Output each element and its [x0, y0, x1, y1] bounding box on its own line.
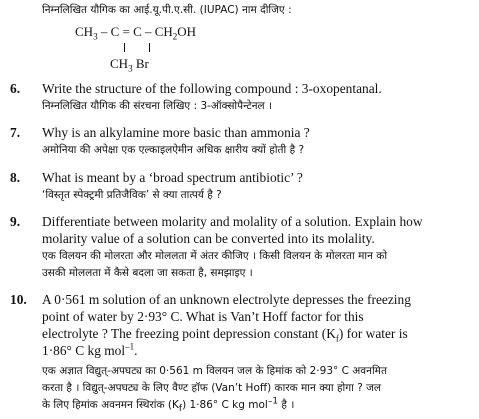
bond-line-left — [124, 43, 125, 52]
q10-english-line-4: 1·86° C kg mol$^{-1}$. — [42, 341, 138, 358]
q6-hindi-line: निम्नलिखित यौगिक की संरचना लिखिए : 3-ऑक्सोपैन्टेनल । — [42, 100, 272, 112]
q10-english-line-3: electrolyte ? The freezing point depression constant $(K_f)$ for water is — [42, 326, 408, 344]
q7-english-line: Why is an alkylamine more basic than ammonia ? — [42, 125, 310, 140]
q10-english-line-1: A 0·561 m solution of an unknown electrolyte depresses the freezing — [42, 292, 411, 307]
question-number-6: 6. — [10, 81, 21, 96]
q9-english-line-2: molarity value of a solution can be converted into its molality. — [42, 231, 375, 246]
q5-structural-formula: $CH_3 - C = C - CH_2OH$ — [75, 24, 197, 42]
formula-chain: – C = C – CH — [97, 24, 173, 39]
bond-line-right — [149, 43, 150, 52]
formula-oh: OH — [177, 24, 197, 39]
q5-hindi-text: निम्नलिखित यौगिक का आई.यू.पी.ए.सी. (IUPAC) नाम दीजिए : — [42, 4, 292, 16]
q10-hindi-line-3: के लिए हिमांक अवनमन स्थिरांक $(K_f)$ 1·86° C kg mol$^{-1}$ है । — [42, 396, 295, 415]
q9-hindi-line-1: एक विलयन की मोलरता और मोललता में अंतर कीजिए । किसी विलयन के मोलरता मान को — [42, 250, 388, 262]
question-number-8: 8. — [10, 170, 21, 185]
q9-hindi-line-2: उसकी मोललता में कैसे बदला जा सकता है, समझाइए । — [42, 267, 253, 279]
branch-br: Br — [135, 56, 149, 71]
branch-ch3: CH — [110, 56, 129, 71]
question-number-10: 10. — [10, 292, 27, 307]
q10-hindi-line-2: करता है । विद्युत्-अपघट्य के लिए वैण्ट हॉफ (Van’t Hoff) कारक मान क्या होगा ? जल — [42, 382, 382, 394]
q9-english-line-1: Differentiate between molarity and molality of a solution. Explain how — [42, 214, 423, 229]
q6-english-line: Write the structure of the following compound : 3-oxopentanal. — [42, 81, 382, 96]
q5-branch-groups: $CH_3$ Br — [110, 56, 149, 74]
question-number-7: 7. — [10, 125, 21, 140]
q8-hindi-line: ‘विस्तृत स्पेक्ट्रमी प्रतिजैविक’ से क्या तात्पर्य है ? — [42, 189, 222, 201]
question-number-9: 9. — [10, 214, 21, 229]
q8-english-line: What is meant by a ‘broad spectrum antibiotic’ ? — [42, 170, 303, 185]
q10-hindi-line-1: एक अज्ञात विद्युत्-अपघट्य का 0·561 m विलयन जल के हिमांक को 2·93° C अवनमित — [42, 365, 387, 377]
q7-hindi-line: अमोनिया की अपेक्षा एक एल्काइलऐमीन अधिक क्षारीय क्यों होती है ? — [42, 144, 305, 156]
q10-english-line-2: point of water by 2·93° C. What is Van’t Hoff factor for this — [42, 309, 364, 324]
formula-ch3: CH — [75, 24, 94, 39]
